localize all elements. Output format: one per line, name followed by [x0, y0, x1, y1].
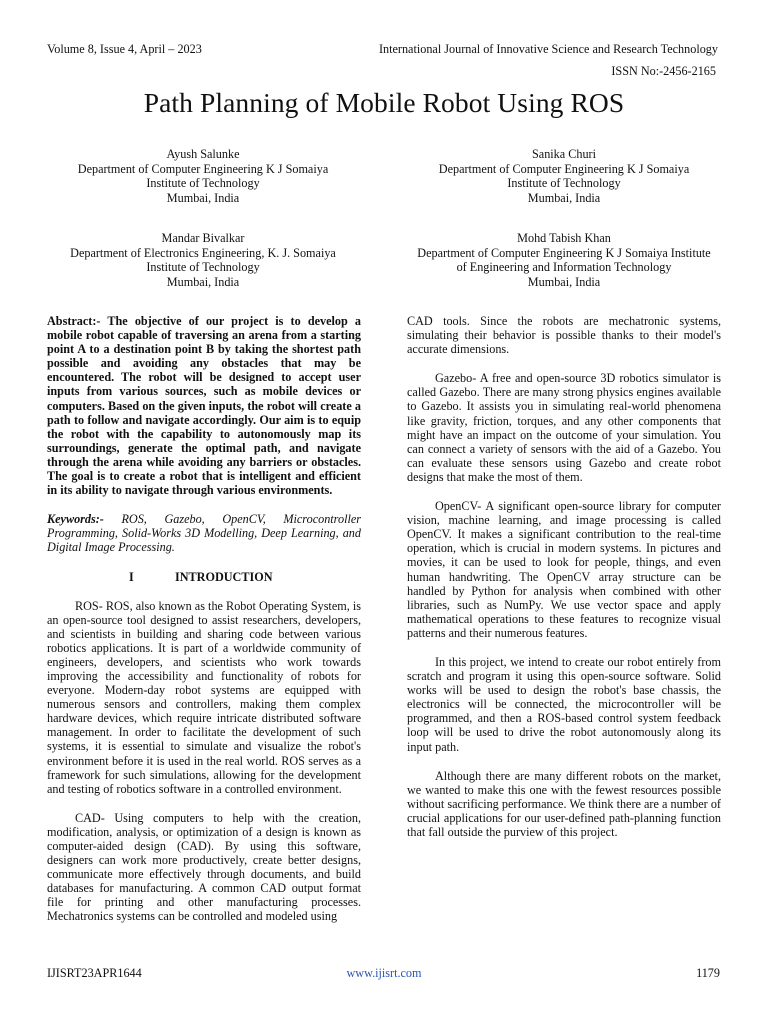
- author-institute: Institute of Technology: [146, 176, 260, 191]
- abstract: Abstract:- The objective of our project is to develop a mobile robot capable of traversing an arena from a starting point A to a destination point B by taking the shortest path possible and avoiding any obstacles that may be encountered. The robot will be designed to accept user inputs from various sources, such as mobile devices or computers. Based on the given inputs, the robot will create a path to follow and navigate accordingly. Our aim is to equip the robot with the capability to autonomously map its surroundings, generate the optimal path, and navigate through the arena while avoiding any barriers or obstacles. The goal is to create a robot that is intelligent and efficient in its ability to navigate through various environments.: [47, 314, 361, 498]
- paragraph: ROS- ROS, also known as the Robot Operating System, is an open-source tool designed to assist researchers, developers, and scientists in building and sharing code between various robotics applications. It is part of a worldwide community of engineers, developers, and scientists who work towards improving the accessibility and functionality of robots for everyone. Modern-day robot systems are equipped with numerous sensors and controllers, making them complex hardware devices, which require intricate distributed software management. In order to facilitate the development of such systems, it is essential to simulate and visualize the robot's environment before it is used in the real world. ROS serves as a framework for such simulations, allowing for the development and testing of robotics software in a controlled environment.: [47, 598, 361, 796]
- author-city: Mumbai, India: [527, 274, 601, 289]
- author-institute: Institute of Technology: [146, 260, 260, 275]
- author-block: [394, 147, 734, 205]
- author-department: Department of Electronics Engineering, K. J. Somaiya: [70, 245, 336, 260]
- author-institute: Institute of Technology: [507, 176, 621, 191]
- author-name: Sanika Churi: [532, 147, 596, 161]
- section-number: I: [129, 569, 134, 584]
- right-column: [407, 314, 721, 854]
- author-block: [33, 231, 373, 289]
- author-name: Mandar Bivalkar: [161, 231, 245, 245]
- author-department: Department of Computer Engineering K J Somaiya: [438, 161, 690, 176]
- paper-id: IJISRT23APR1644: [47, 966, 142, 980]
- author-institute: of Engineering and Information Technology: [456, 260, 672, 275]
- paragraph: In this project, we intend to create our robot entirely from scratch and program it using this open-source software. Solid works will be used to design the robot's base chassis, the electronics will be connected, the microcontroller will be programmed, and then a ROS-based control system feedback loop will be used to drive the robot autonomously along its input path.: [407, 654, 721, 754]
- journal-url-link[interactable]: www.ijisrt.com: [346, 966, 422, 980]
- running-header-journal: International Journal of Innovative Science and Research Technology: [378, 42, 718, 56]
- author-block: [33, 147, 373, 205]
- author-name: Ayush Salunke: [166, 147, 240, 161]
- paragraph: Although there are many different robots on the market, we wanted to make this one with the fewest resources possible without sacrificing performance. We think there are a number of crucial applications for our user-defined path-planning function that fall outside the purview of this project.: [407, 768, 721, 839]
- running-header-volume: Volume 8, Issue 4, April – 2023: [47, 42, 202, 56]
- author-block: [394, 231, 734, 289]
- keywords: [47, 512, 361, 554]
- keywords-label: Keywords:-: [47, 512, 104, 527]
- author-department: Department of Computer Engineering K J Somaiya Institute: [417, 245, 711, 260]
- page-number: 1179: [696, 966, 720, 980]
- section-heading: [47, 570, 361, 584]
- paragraph: CAD tools. Since the robots are mechatronic systems, simulating their behavior is possible thanks to their model's accurate dimensions.: [407, 314, 721, 357]
- paragraph: OpenCV- A significant open-source library for computer vision, machine learning, and image processing is called OpenCV. It makes a significant contribution to the real-time operation, which is crucial in modern systems. In pictures and movies, it can be used to look for people, things, and even human handwriting. The OpenCV array structure can be handled by Python for analysis when combined with other libraries, such as NumPy. We use vector space and apply mathematical operations to these features to recognize visual patterns and their numerous features.: [407, 499, 721, 640]
- issn-number: ISSN No:-2456-2165: [611, 64, 716, 78]
- paragraph: CAD- Using computers to help with the creation, modification, analysis, or optimization of a design is known as computer-aided design (CAD). By using this software, designers can work more productively, create better designs, communicate more effectively through documents, and build databases for manufacturing. A common CAD output format file for printing and other manufacturing processes. Mechatronics systems can be controlled and modeled using: [47, 810, 361, 924]
- left-column: [47, 314, 361, 939]
- author-city: Mumbai, India: [166, 274, 240, 289]
- keywords-text: ROS, Gazebo, OpenCV, Microcontroller Programming, Solid-Works 3D Modelling, Deep Learning, and Digital Image Processing.: [47, 512, 361, 555]
- author-department: Department of Computer Engineering K J Somaiya: [77, 161, 329, 176]
- author-name: Mohd Tabish Khan: [517, 231, 611, 245]
- section-title: INTRODUCTION: [175, 569, 273, 584]
- author-city: Mumbai, India: [527, 190, 601, 205]
- paragraph: Gazebo- A free and open-source 3D robotics simulator is called Gazebo. There are many strong physics engines available to Gazebo. It assists you in simulating real-world phenomena like gravity, friction, torques, and any other components that might have an impact on the outcome of your simulation. You can connect a variety of sensors with the aid of a Gazebo. You can evaluate these sensors using Gazebo and create robot designs that make the most of them.: [407, 371, 721, 484]
- author-city: Mumbai, India: [166, 190, 240, 205]
- paper-title: Path Planning of Mobile Robot Using ROS: [143, 87, 625, 118]
